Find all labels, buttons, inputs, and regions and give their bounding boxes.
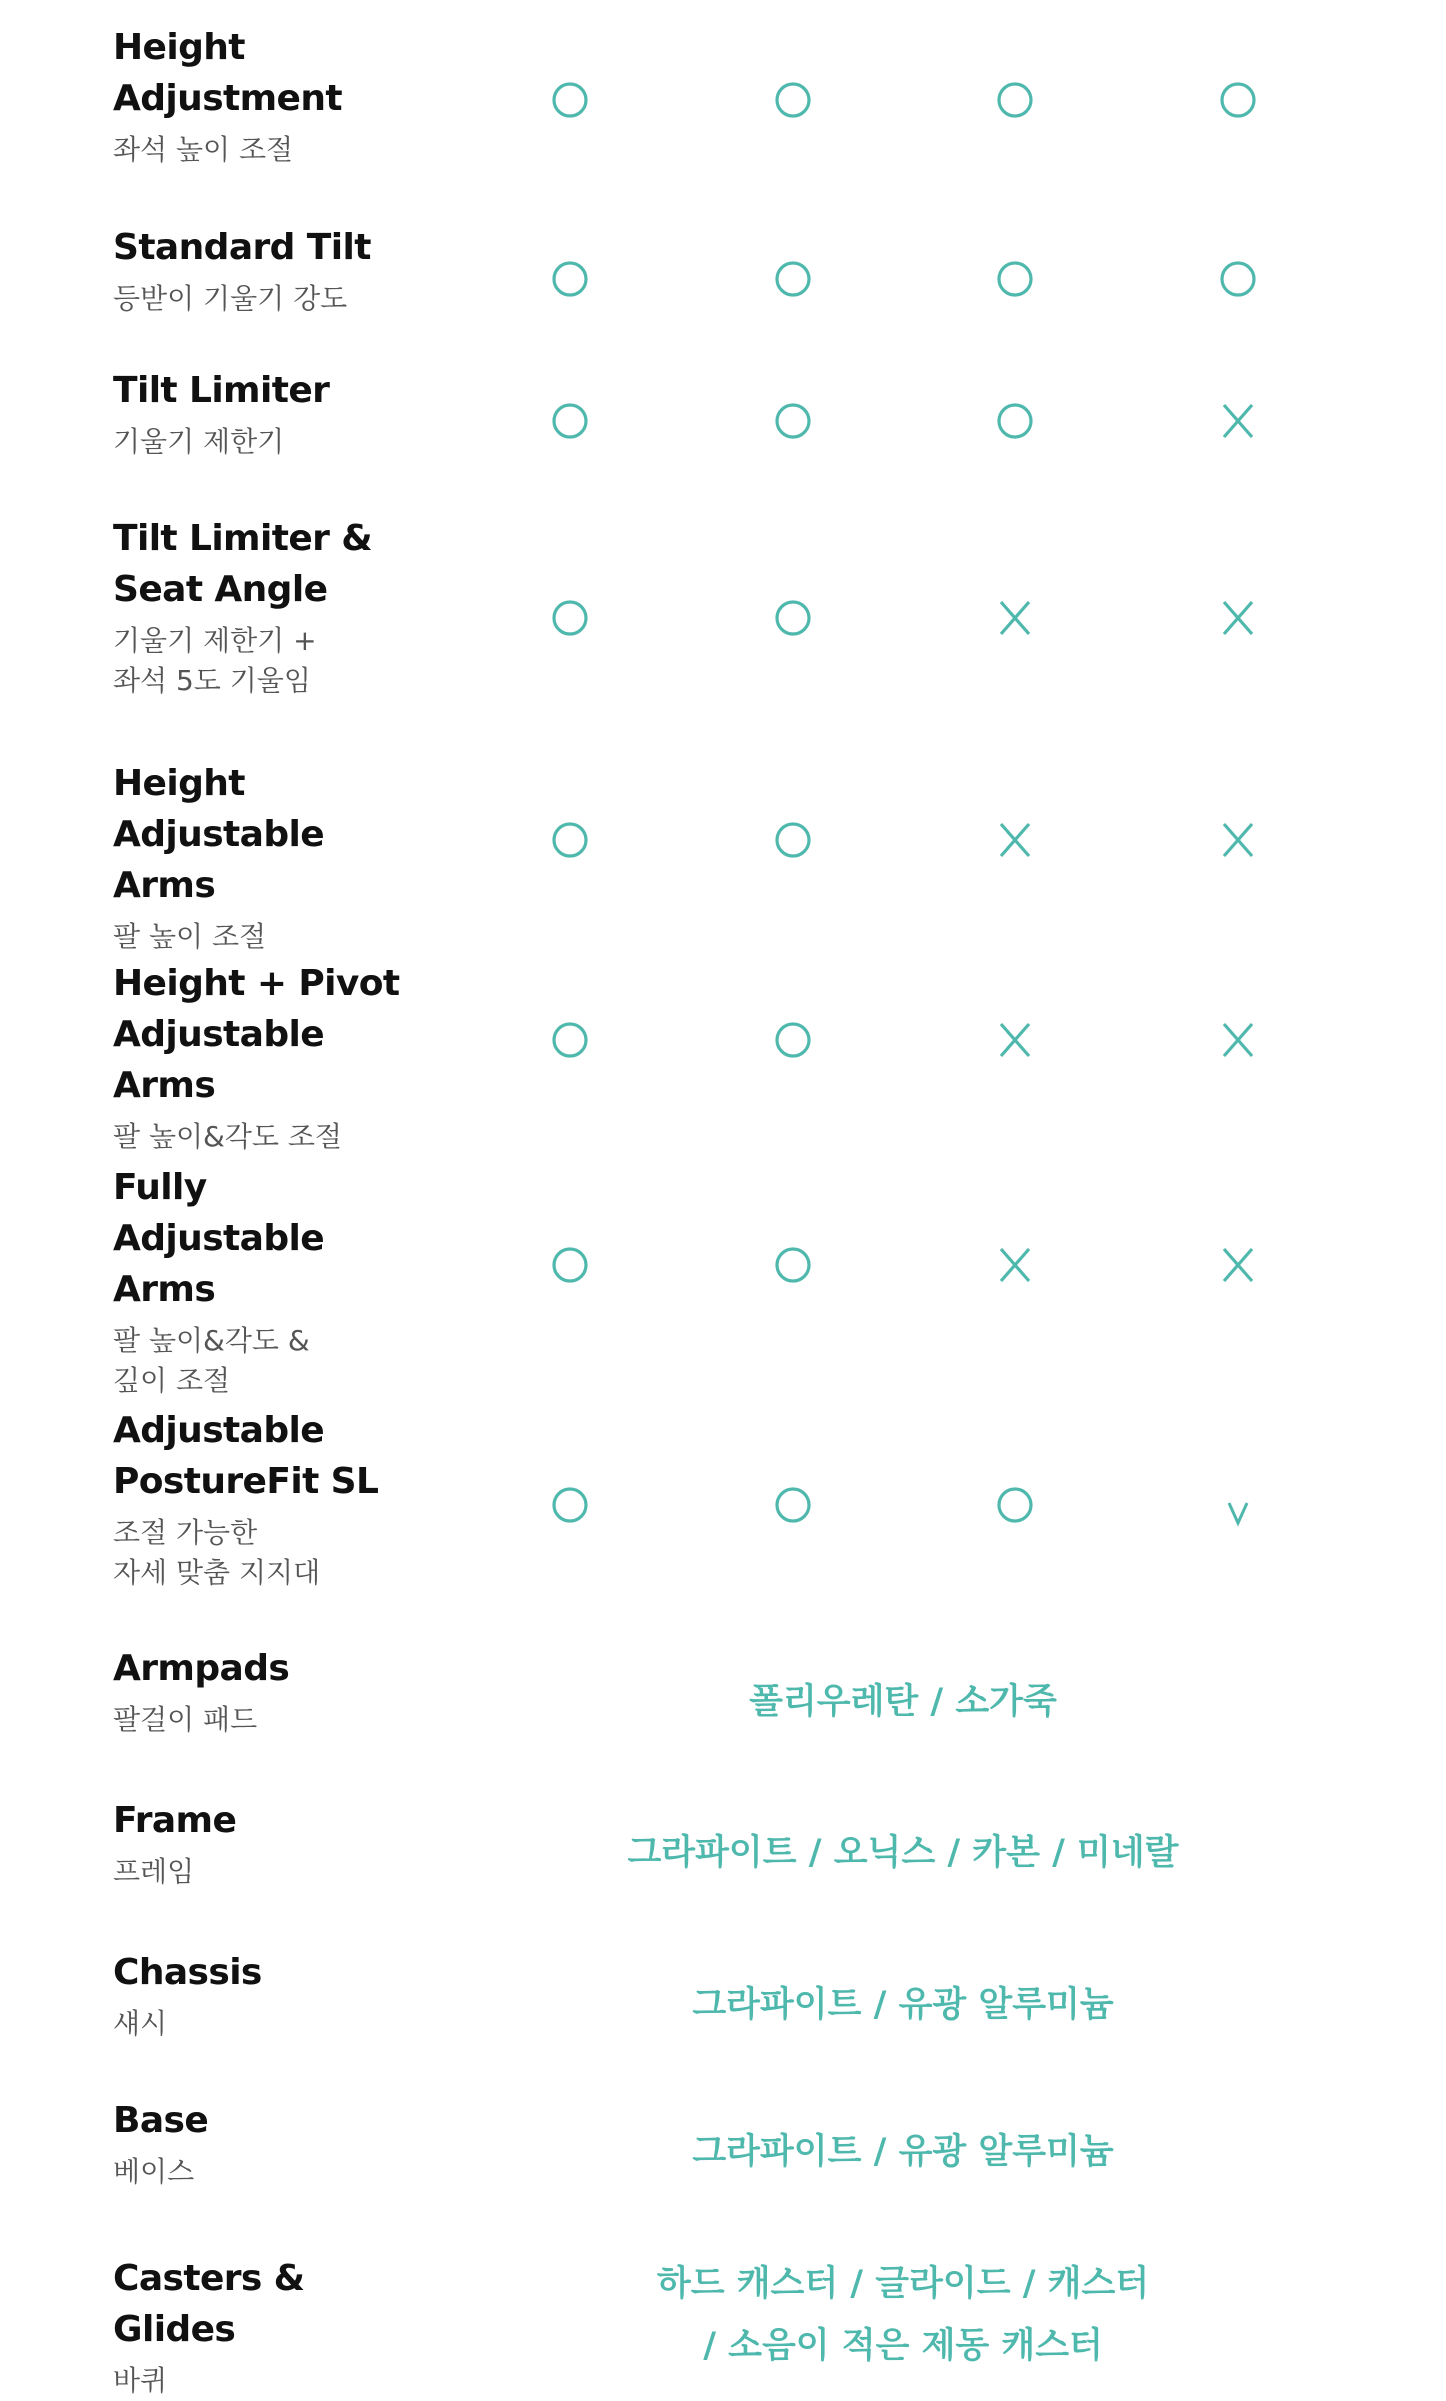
feature-name-en: Fully	[113, 1167, 207, 1208]
cross-icon	[1218, 1245, 1258, 1285]
feature-label	[113, 1405, 433, 1593]
feature-name-en: Height	[113, 763, 245, 804]
feature-name-en: Adjustable Arms	[113, 814, 325, 906]
feature-label	[113, 1643, 433, 1740]
feature-name-ko: 조절 가능한	[113, 1516, 258, 1549]
feature-name-en: Adjustable	[113, 1410, 325, 1451]
cross-icon	[1218, 820, 1258, 860]
feature-name-en: Standard Tilt	[113, 227, 371, 268]
feature-name-ko: 좌석 높이 조절	[113, 133, 294, 166]
feature-name-en: Base	[113, 2100, 209, 2141]
feature-name-en: Casters & Glides	[113, 2258, 305, 2350]
feature-label	[113, 1947, 433, 2044]
circle-icon	[995, 1485, 1035, 1525]
feature-name-ko: 깊이 조절	[113, 1364, 231, 1397]
material-value	[533, 1822, 1273, 1884]
feature-label	[113, 1795, 433, 1892]
feature-label	[113, 958, 433, 1157]
feature-name-ko: 자세 맞춤 지지대	[113, 1556, 321, 1589]
circle-icon	[773, 1245, 813, 1285]
cross-icon	[995, 598, 1035, 638]
material-value-line: 그라파이트 / 유광 알루미늄	[692, 2132, 1114, 2172]
feature-name-ko: 섀시	[113, 2007, 168, 2040]
feature-name-en: Height + Pivot	[113, 963, 400, 1004]
circle-icon	[550, 80, 590, 120]
material-value-line: 하드 캐스터 / 글라이드 / 캐스터	[656, 2264, 1150, 2304]
feature-label	[113, 222, 433, 319]
feature-label	[113, 365, 433, 462]
circle-icon	[773, 820, 813, 860]
circle-icon	[550, 1245, 590, 1285]
feature-name-ko: 좌석 5도 기울임	[113, 664, 311, 697]
feature-name-en: Height	[113, 27, 245, 68]
material-value-line: / 소음이 적은 제동 캐스터	[703, 2326, 1103, 2366]
circle-icon	[995, 80, 1035, 120]
feature-name-ko: 기울기 제한기 +	[113, 624, 317, 657]
circle-icon	[550, 401, 590, 441]
feature-name-ko: 기울기 제한기	[113, 425, 285, 458]
feature-name-ko: 팔 높이 조절	[113, 920, 267, 953]
feature-label	[113, 758, 433, 957]
circle-icon	[773, 1020, 813, 1060]
circle-icon	[773, 259, 813, 299]
material-value	[533, 1974, 1273, 2036]
feature-name-ko: 팔 높이&각도 &	[113, 1324, 310, 1357]
circle-icon	[550, 1020, 590, 1060]
cross-icon	[1218, 1020, 1258, 1060]
circle-icon	[1218, 80, 1258, 120]
circle-icon	[550, 598, 590, 638]
feature-name-en: Frame	[113, 1800, 237, 1841]
material-value	[533, 1671, 1273, 1733]
cross-icon	[995, 1245, 1035, 1285]
material-value	[533, 2253, 1273, 2377]
feature-name-en: Tilt Limiter &	[113, 518, 373, 559]
feature-name-en: Adjustable Arms	[113, 1218, 325, 1310]
material-value-line: 그라파이트 / 오닉스 / 카본 / 미네랄	[627, 1833, 1179, 1873]
feature-name-ko: 바퀴	[113, 2364, 168, 2397]
circle-icon	[550, 259, 590, 299]
feature-label	[113, 1162, 433, 1401]
circle-icon	[773, 1485, 813, 1525]
circle-icon	[995, 401, 1035, 441]
circle-icon	[550, 820, 590, 860]
feature-name-en: Seat Angle	[113, 569, 328, 610]
feature-name-en: Tilt Limiter	[113, 370, 330, 411]
check-v-icon	[1218, 1489, 1258, 1529]
feature-name-ko: 등받이 기울기 강도	[113, 282, 348, 315]
circle-icon	[995, 259, 1035, 299]
feature-name-ko: 프레임	[113, 1855, 195, 1888]
cross-icon	[1218, 401, 1258, 441]
feature-label	[113, 513, 433, 701]
cross-icon	[1218, 598, 1258, 638]
feature-name-ko: 팔 높이&각도 조절	[113, 1120, 342, 1153]
feature-name-en: Adjustable Arms	[113, 1014, 325, 1106]
feature-label	[113, 22, 433, 170]
feature-name-ko: 팔걸이 패드	[113, 1703, 258, 1736]
material-value-line: 폴리우레탄 / 소가죽	[749, 1682, 1057, 1722]
cross-icon	[995, 820, 1035, 860]
feature-name-en: PostureFit SL	[113, 1461, 379, 1502]
circle-icon	[773, 598, 813, 638]
cross-icon	[995, 1020, 1035, 1060]
feature-name-en: Adjustment	[113, 78, 343, 119]
feature-name-ko: 베이스	[113, 2155, 195, 2188]
feature-label	[113, 2095, 433, 2192]
circle-icon	[550, 1485, 590, 1525]
feature-label	[113, 2253, 433, 2401]
circle-icon	[773, 401, 813, 441]
material-value-line: 그라파이트 / 유광 알루미늄	[692, 1985, 1114, 2025]
circle-icon	[773, 80, 813, 120]
circle-icon	[1218, 259, 1258, 299]
material-value	[533, 2121, 1273, 2183]
feature-name-en: Chassis	[113, 1952, 262, 1993]
feature-name-en: Armpads	[113, 1648, 290, 1689]
